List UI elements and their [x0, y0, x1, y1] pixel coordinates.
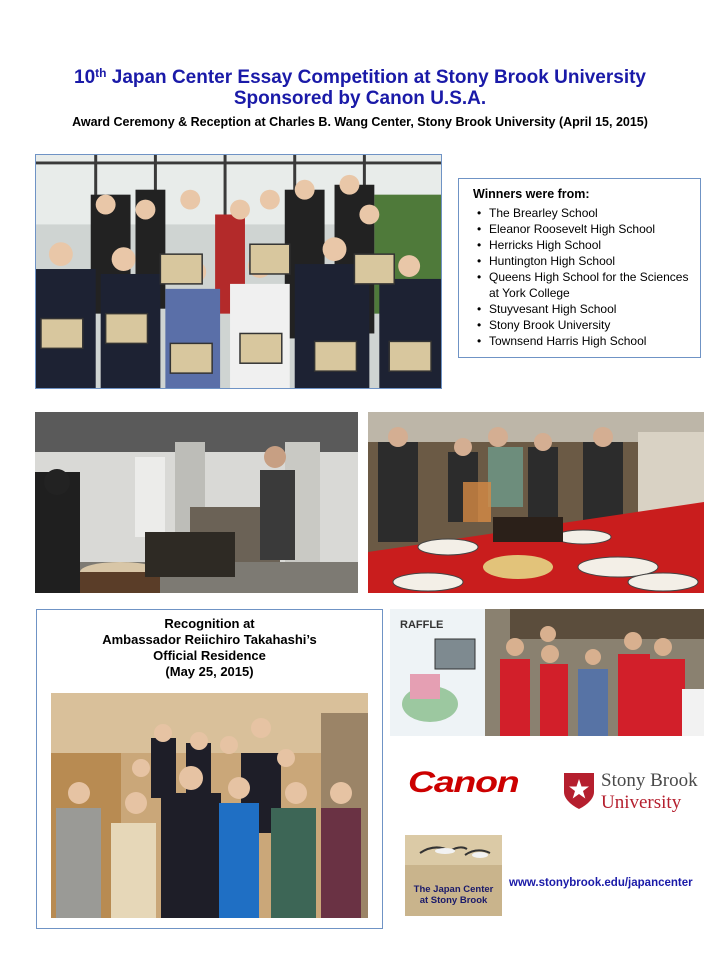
title-ordinal: th	[95, 66, 107, 80]
title-text: Japan Center Essay Competition at Stony Brook University	[106, 67, 646, 88]
award-ceremony-group-photo	[35, 154, 442, 389]
japan-center-line2: at Stony Brook	[419, 895, 488, 906]
stony-brook-wordmark	[601, 770, 698, 814]
raffle-sign: RAFFLE	[400, 619, 444, 631]
winner-school: • Queens High School for the Sciences at York College	[473, 269, 690, 301]
event-subtitle: Award Ceremony & Reception at Charles B. Wang Center, Stony Brook University (April 15, 2015)	[72, 115, 648, 129]
recognition-caption	[37, 616, 382, 680]
japan-center-logo	[405, 835, 502, 916]
reception-food-photo	[368, 412, 704, 593]
winner-school: • Townsend Harris High School	[473, 333, 690, 349]
title-number: 10	[74, 67, 96, 88]
winners-heading: Winners were from:	[473, 187, 590, 201]
winner-school: • Stuyvesant High School	[473, 301, 690, 317]
winner-school: • Herricks High School	[473, 237, 690, 253]
japan-center-line1: The Japan Center	[413, 884, 494, 895]
winner-school: • The Brearley School	[473, 205, 690, 221]
ambassador-residence-group-photo	[51, 693, 368, 918]
recognition-line: (May 25, 2015)	[165, 664, 254, 679]
recognition-line: Ambassador Reiichiro Takahashi’s	[102, 632, 317, 647]
winner-school: • Huntington High School	[473, 253, 690, 269]
page-title-line2: Sponsored by Canon U.S.A.	[233, 88, 487, 109]
stony-brook-line1: Stony Brook	[601, 770, 698, 791]
raffle-students-photo	[390, 609, 704, 736]
winners-list	[473, 205, 690, 349]
taiko-performance-photo	[35, 412, 358, 593]
recognition-line: Recognition at	[164, 616, 255, 631]
ambassador-recognition-box	[36, 609, 383, 929]
canon-logo: Canon	[408, 766, 519, 799]
recognition-line: Official Residence	[153, 648, 266, 663]
japan-center-label	[405, 884, 502, 906]
stony-brook-logo	[563, 770, 703, 826]
winner-school: • Stony Brook University	[473, 317, 690, 333]
stony-brook-line2: University	[601, 792, 682, 813]
winners-list-box	[458, 178, 701, 358]
website-link[interactable]: www.stonybrook.edu/japancenter	[509, 877, 693, 889]
winner-school: • Eleanor Roosevelt High School	[473, 221, 690, 237]
stony-brook-shield-icon	[563, 772, 595, 810]
